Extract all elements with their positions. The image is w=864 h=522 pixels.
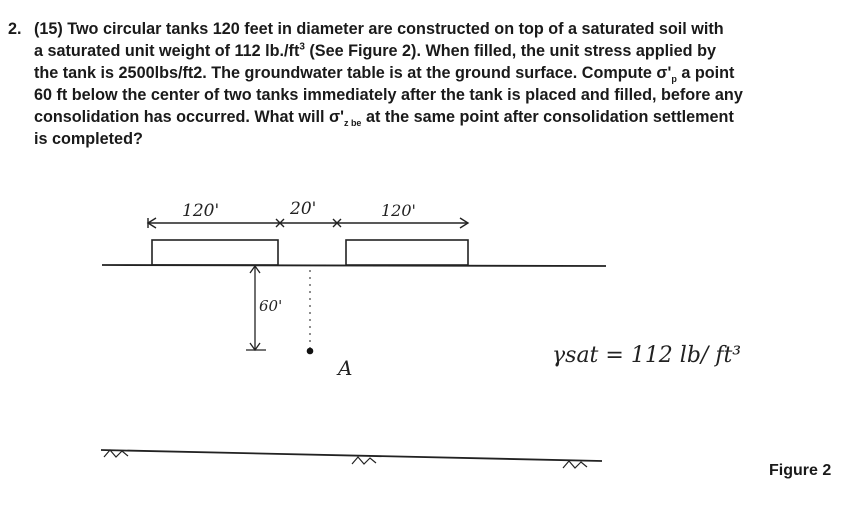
point-a-label: A bbox=[338, 356, 353, 380]
ground-surface-line bbox=[102, 265, 606, 266]
dim-right-label: 120' bbox=[381, 201, 416, 220]
left-tank bbox=[152, 240, 278, 265]
problem-line-5: consolidation has occurred. What will $\sigma'_{z be}$ at the same point after consolidation settlement bbox=[34, 108, 734, 129]
point-a-marker bbox=[307, 348, 314, 355]
gamma-sat-annotation: γsat = 112 lb/ ft³ bbox=[552, 343, 742, 368]
problem-line-1: 2. (15) Two circular tanks 120 feet in diameter are constructed on top of a saturated soil with bbox=[8, 20, 724, 38]
right-tank bbox=[346, 240, 468, 265]
bedrock-hatch-right bbox=[563, 461, 587, 468]
dim-middle-label: 20' bbox=[290, 199, 317, 219]
dim-left-label: 120' bbox=[182, 201, 220, 221]
problem-line-6: is completed? bbox=[34, 130, 143, 148]
problem-number: 2. bbox=[8, 20, 22, 38]
problem-line-4: 60 ft below the center of two tanks immediately after the tank is placed and filled, before any bbox=[34, 86, 743, 104]
figure-caption: Figure 2 bbox=[769, 462, 832, 479]
bedrock-hatch-middle bbox=[352, 457, 376, 464]
problem-line-3: the tank is 2500lbs/ft2. The groundwater table is at the ground surface. Compute $\sigma'_p$ a point bbox=[34, 64, 735, 85]
problem-line-2: a saturated unit weight of 112 $lb./ft^3$ (See Figure 2). When filled, the unit stress applied by bbox=[34, 41, 716, 60]
bedrock-line bbox=[101, 450, 602, 461]
depth-label: 60' bbox=[259, 297, 283, 315]
